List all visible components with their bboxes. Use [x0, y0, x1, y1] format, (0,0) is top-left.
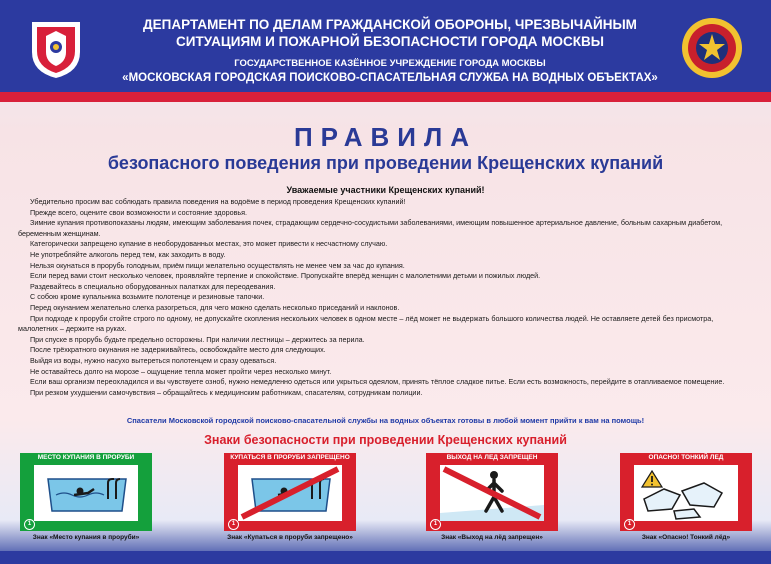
department-name: ДЕПАРТАМЕНТ ПО ДЕЛАМ ГРАЖДАНСКОЙ ОБОРОНЫ, ЧРЕЗВЫЧАЙНЫМ СИТУАЦИЯМ И ПОЖАРНОЙ БЕЗОПАСНОСТИ ГОРОДА МОСКВЫ	[143, 17, 637, 49]
rule-item: Если ваш организм переохладился и вы чувствуете озноб, нужно немедленно одеться или укрыться одеялом, принять тёплое сладкое питье. Если есть возможность, перейдите в отапливаемое помещение.	[30, 377, 725, 387]
sign-number: 1	[430, 519, 441, 530]
rule-item: Если перед вами стоит несколько человек, проявляйте терпение и спокойствие. Пропускайте вперёд женщин с малолетними детьми и пожилых людей.	[30, 271, 541, 281]
rule-item: При спуске в прорубь будьте предельно осторожны. При наличии лестницы – держитесь за перила.	[30, 334, 365, 344]
sign-label: ОПАСНО! ТОНКИЙ ЛЕД	[648, 454, 724, 461]
sign-number: 1	[228, 519, 239, 530]
rule-item: Раздевайтесь в специально оборудованных палатках для переодевания.	[30, 281, 276, 291]
greeting: Уважаемые участники Крещенских купаний!	[286, 185, 485, 195]
sign-label: КУПАТЬСЯ В ПРОРУБИ ЗАПРЕЩЕНО	[230, 454, 350, 461]
sign-swimming-place	[20, 453, 152, 531]
sign-label: МЕСТО КУПАНИЯ В ПРОРУБИ	[37, 454, 135, 461]
rule-item: Не употребляйте алкоголь перед тем, как заходить в воду.	[30, 249, 226, 259]
rules-list	[18, 197, 754, 398]
rule-item: Убедительно просим вас соблюдать правила поведения на водоёме в период проведения Крещенских купаний!	[30, 197, 406, 206]
rule-item: Зимние купания противопоказаны людям, имеющим заболевания почек, страдающим сердечно-сосудистыми заболеваниями, имеющим повышенное артериальное давление, больным сахарным диабетом, беременным женщинам.	[18, 218, 723, 238]
sign-label: ВЫХОД НА ЛЕД ЗАПРЕЩЕН	[446, 454, 538, 461]
rule-item: Категорически запрещено купание в необорудованных местах, это может привести к несчастному случаю.	[30, 239, 388, 249]
city-emblem-icon	[28, 16, 84, 80]
rule-item: Выйдя из воды, нужно насухо вытереться полотенцем и сразу одеваться.	[30, 355, 277, 365]
rescue-service-emblem-icon	[680, 16, 744, 80]
rule-item: С собою кроме купальника возьмите полотенце и резиновые тапочки.	[30, 292, 265, 302]
sign-caption: Знак «Купаться в проруби запрещено»	[227, 534, 353, 541]
institution-name: «МОСКОВСКАЯ ГОРОДСКАЯ ПОИСКОВО-СПАСАТЕЛЬНАЯ СЛУЖБА НА ВОДНЫХ ОБЪЕКТАХ»	[122, 72, 658, 84]
sign-no-swimming	[224, 453, 356, 531]
rule-item: При подходе к проруби стойте строго по одному, не допускайте скопления нескольких человек в одном месте – лёд может не выдержать большого количества людей. Не оставляете детей без присмотра, малолетних – держите на руках.	[18, 313, 714, 334]
sign-number: 1	[24, 519, 35, 530]
thin-ice-icon	[634, 465, 738, 521]
rule-item: После трёхкратного окунания не задерживайтесь, освобождайте место для следующих.	[30, 345, 326, 355]
page-subtitle: безопасного поведения при проведении Крещенских купаний	[107, 153, 664, 173]
sign-caption: Знак «Опасно! Тонкий лёд»	[641, 534, 731, 541]
swimmer-in-ice-hole-icon	[34, 465, 138, 521]
signs-title: Знаки безопасности при проведении Крещенских купаний	[204, 433, 567, 447]
sign-no-ice-walking	[426, 453, 558, 531]
sign-caption: Знак «Выход на лёд запрещен»	[441, 534, 543, 541]
sign-number: 1	[624, 519, 635, 530]
header-band	[0, 0, 771, 92]
institution-type: ГОСУДАРСТВЕННОЕ КАЗЁННОЕ УЧРЕЖДЕНИЕ ГОРОДА МОСКВЫ	[234, 58, 546, 69]
bottom-stripe	[0, 551, 771, 564]
page-title: ПРАВИЛА	[293, 122, 477, 152]
rule-item: Нельзя окунаться в прорубь голодным, приём пищи желательно осуществлять не менее чем за час до купания.	[30, 260, 405, 270]
rule-item: Не оставайтесь долго на морозе – ощущение тепла может пройти через несколько минут.	[30, 366, 332, 376]
rule-item: Прежде всего, оцените свои возможности и состояние здоровья.	[30, 207, 248, 217]
no-walking-on-ice-icon	[440, 465, 544, 521]
sign-thin-ice	[620, 453, 752, 531]
no-swimming-icon	[238, 465, 342, 521]
rescuers-note: Спасатели Московской городской поисково-спасательной службы на водных объектах готовы в любой момент прийти к вам на помощь!	[126, 416, 645, 425]
rule-item: При резком ухудшении самочувствия – обращайтесь к медицинским работникам, спасателям, сотрудникам полиции.	[30, 387, 423, 397]
header-red-stripe	[0, 92, 771, 102]
rule-item: Перед окунанием желательно слегка разогреться, для чего можно сделать несколько приседаний и наклонов.	[30, 302, 400, 312]
sign-caption: Знак «Место купания в проруби»	[32, 534, 140, 541]
